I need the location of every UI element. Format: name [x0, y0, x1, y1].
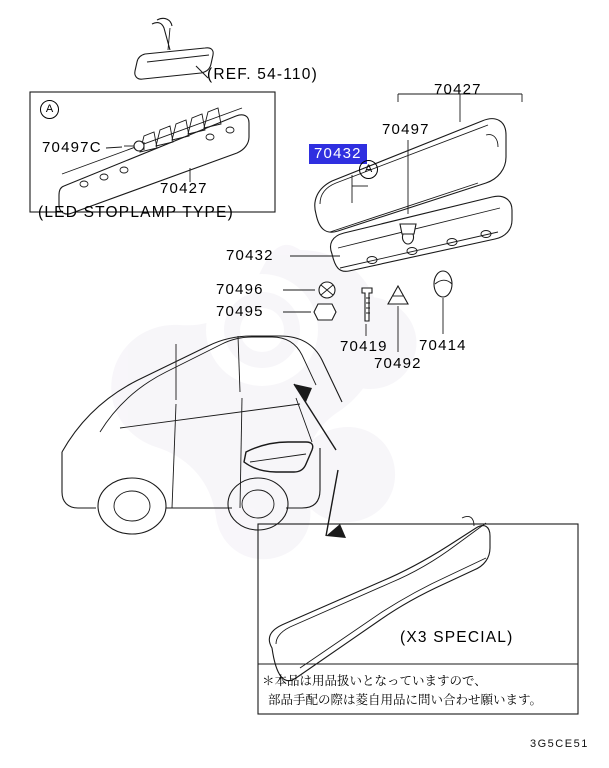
label-70427-inset: 70427	[160, 180, 208, 197]
label-70414: 70492	[374, 355, 422, 372]
note-line-1: ＊本品は用品扱いとなっていますので、	[262, 673, 487, 688]
label-70419: 70495	[216, 303, 264, 320]
label-70497C: 70497C	[42, 139, 102, 156]
ref-part-54-110	[135, 18, 213, 79]
label-x3-special: (X3 SPECIAL)	[400, 629, 514, 646]
inset-circle-marker: A	[40, 100, 59, 119]
diagram-code: 3G5CE51	[530, 738, 589, 750]
label-ref-54-110: (REF. 54-110)	[207, 66, 318, 83]
label-70495: 70496	[216, 281, 264, 298]
note-line-2: 部品手配の際は菱自用品に問い合わせ願います。	[268, 692, 543, 707]
main-circle-marker: A	[359, 160, 378, 179]
label-70432-highlight[interactable]: 70432	[309, 144, 367, 164]
label-70497: 70497	[382, 121, 430, 138]
label-inset-type: (LED STOPLAMP TYPE)	[38, 204, 234, 221]
label-70492: 70419	[340, 338, 388, 355]
label-70415: 70414	[419, 337, 467, 354]
label-70496: 70432	[226, 247, 274, 264]
label-70427-top: 70427	[434, 81, 482, 98]
